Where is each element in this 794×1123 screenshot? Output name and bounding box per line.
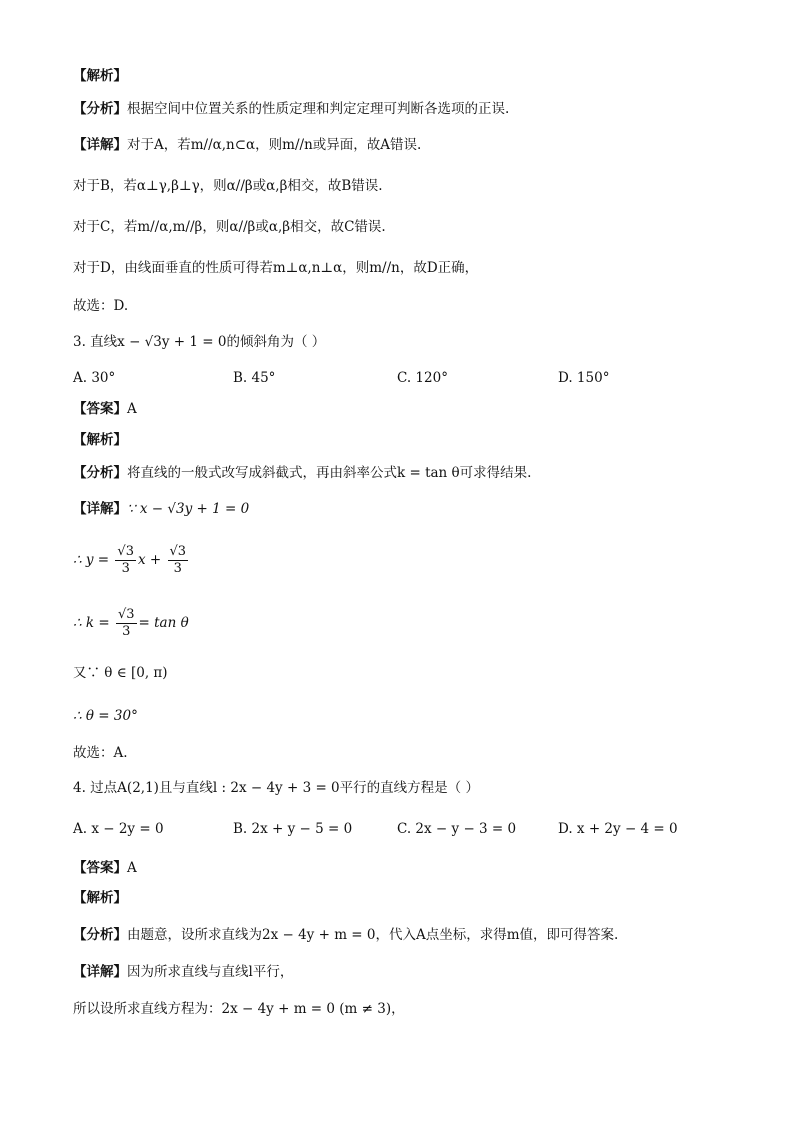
q3-fenxi-line [73, 463, 531, 483]
fraction-numerator: √3 [117, 544, 134, 559]
q3-option-a: A. 30° [73, 370, 116, 386]
q4-option-a: A. x − 2y = 0 [73, 821, 164, 837]
q4-xiangjie-tag: 【详解】 [73, 964, 127, 980]
q3-step3-rhs: = tan θ [138, 615, 189, 631]
q3-step3 [73, 603, 189, 643]
fraction-denominator: 3 [122, 624, 131, 639]
q3-option-c: C. 120° [397, 370, 448, 386]
q4-answer-tag: 【答案】 [73, 860, 127, 876]
q4-analysis-tag: 【解析】 [73, 890, 127, 906]
q2-fenxi-tag: 【分析】 [73, 101, 127, 117]
q4-last-line: 所以设所求直线方程为：2x − 4y + m = 0 (m ≠ 3)， [73, 1001, 405, 1017]
q3-fenxi-text: 将直线的一般式改写成斜截式，再由斜率公式k = tan θ可求得结果. [127, 465, 532, 481]
q2-detail-b: 对于B，若α⊥γ,β⊥γ，则α//β或α,β相交，故B错误. [73, 178, 383, 194]
q3-step2-fraction-2 [168, 544, 189, 577]
q2-fenxi-line [73, 99, 509, 119]
q3-step1: ∵ x − √3y + 1 = 0 [127, 501, 250, 517]
q4-fenxi-text: 由题意，设所求直线为2x − 4y + m = 0，代入A点坐标，求得m值，即可得答案. [127, 927, 619, 943]
q4-fenxi-line [73, 925, 618, 945]
q3-step2 [73, 540, 190, 580]
q3-analysis-tag: 【解析】 [73, 432, 127, 448]
q3-fenxi-tag: 【分析】 [73, 465, 127, 481]
q3-answer-line [73, 399, 137, 419]
q3-step2-fraction-1 [115, 544, 136, 577]
fraction-numerator: √3 [169, 544, 187, 559]
q4-detail-line [73, 962, 293, 982]
q4-fenxi-tag: 【分析】 [73, 927, 127, 943]
q3-choice: 故选：A. [73, 745, 128, 761]
q4-option-c: C. 2x − y − 3 = 0 [397, 821, 517, 837]
q2-analysis-tag: 【解析】 [73, 68, 127, 84]
q4-answer: A [127, 860, 137, 876]
q3-step1-line [73, 499, 249, 519]
q2-detail-d: 对于D，由线面垂直的性质可得若m⊥α,n⊥α，则m//n，故D正确， [73, 260, 479, 276]
q4-option-d: D. x + 2y − 4 = 0 [558, 821, 678, 837]
q3-option-b: B. 45° [233, 370, 276, 386]
q3-step3-fraction [116, 607, 137, 640]
q3-step3-lhs: ∴ k = [73, 615, 110, 631]
fraction-denominator: 3 [121, 561, 130, 576]
q2-xiangjie-tag: 【详解】 [73, 137, 127, 153]
q2-fenxi-text: 根据空间中位置关系的性质定理和判定定理可判断各选项的正误. [127, 101, 510, 117]
q4-stem: 4. 过点A(2,1)且与直线l : 2x − 4y + 3 = 0平行的直线方程是（ ） [73, 780, 479, 796]
q2-line-a: 对于A，若m//α,n⊂α，则m//n或异面，故A错误. [127, 137, 422, 153]
q3-answer-tag: 【答案】 [73, 401, 127, 417]
fraction-denominator: 3 [173, 561, 182, 576]
q3-option-d: D. 150° [558, 370, 610, 386]
q3-step2-mid: x + [137, 552, 162, 568]
q3-step5: ∴ θ = 30° [73, 708, 138, 724]
q3-step2-lhs: ∴ y = [73, 552, 110, 568]
q4-answer-line [73, 858, 137, 878]
q2-detail-a [73, 135, 421, 155]
q4-detail-text: 因为所求直线与直线l平行， [127, 964, 294, 980]
fraction-numerator: √3 [117, 607, 135, 622]
q2-detail-c: 对于C，若m//α,m//β，则α//β或α,β相交，故C错误. [73, 219, 386, 235]
q3-answer: A [127, 401, 137, 417]
q3-stem: 3. 直线x − √3y + 1 = 0的倾斜角为（ ） [73, 334, 326, 350]
q3-step4: 又∵ θ ∈ [0, π) [73, 665, 168, 681]
q2-choice: 故选：D. [73, 298, 129, 314]
q4-option-b: B. 2x + y − 5 = 0 [233, 821, 353, 837]
q3-xiangjie-tag: 【详解】 [73, 501, 127, 517]
